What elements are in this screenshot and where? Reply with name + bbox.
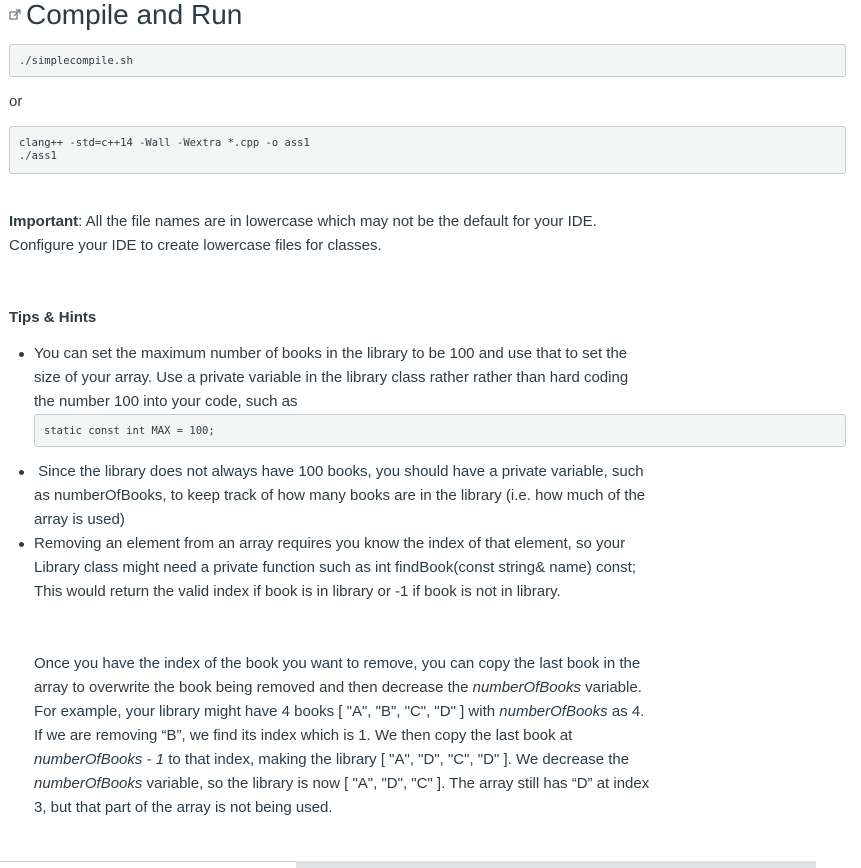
variable-name: numberOfBooks - 1: [34, 751, 165, 768]
bullet-text: You can set the maximum number of books in the library to be 100 and use that to set the size of your array. Use a private variable in the library class rather rather than hard coding the number 100 into your code, such as: [34, 345, 629, 410]
bullet-dot: [19, 542, 24, 547]
variable-name: numberOfBooks: [499, 703, 608, 720]
section-heading: [9, 0, 242, 34]
important-text: : All the file names are in lowercase which may not be the default for your IDE. Configure your IDE to create lowercase files for classes.: [9, 213, 597, 254]
compile-script-code: ./simplecompile.sh: [9, 44, 846, 77]
important-label: Important: [9, 213, 79, 230]
variable-name: numberOfBooks: [472, 679, 581, 696]
bullet-dot: [19, 352, 24, 357]
paragraph-text: Once you have the index of the book you want to remove, you can copy the last book in the array to overwrite the book being removed and then decrease the: [34, 655, 641, 696]
tips-heading: Tips & Hints: [9, 309, 97, 326]
bullet-dot: [19, 470, 24, 475]
page-title: Compile and Run: [26, 0, 243, 30]
paragraph-text: as 4. If we are removing “B”, we find its index which is 1. We then copy the last book at: [34, 703, 645, 744]
variable-name: numberOfBooks: [34, 775, 143, 792]
clang-command-code: clang++ -std=c++14 -Wall -Wextra *.cpp -o ass1 ./ass1: [9, 126, 846, 174]
paragraph-text: variable. For example, your library might have 4 books [ "A", "B", "C", "D" ] with: [34, 679, 642, 720]
remove-paragraph: [34, 652, 654, 820]
important-note: [9, 210, 659, 258]
or-text: or: [9, 93, 23, 110]
external-link-icon[interactable]: [9, 8, 23, 22]
bullet-text: Removing an element from an array requires you know the index of that element, so your Library class might need a private function such as int findBook(const string& name) const; This would return the valid index if book is in library or -1 if book is not in library.: [34, 535, 636, 600]
scrollbar-track: [0, 861, 296, 862]
paragraph-text: variable, so the library is now [ "A", "D", "C" ]. The array still has “D” at index 3, but that part of the array is not being used.: [34, 775, 650, 816]
horizontal-scrollbar-thumb[interactable]: [296, 861, 816, 868]
max-const-code: static const int MAX = 100;: [34, 414, 846, 447]
bullet-text: Since the library does not always have 100 books, you should have a private variable, such as numberOfBooks, to keep track of how many books are in the library (i.e. how much of the array is used): [34, 463, 650, 528]
paragraph-text: to that index, making the library [ "A", "D", "C", "D" ]. We decrease the: [164, 751, 630, 768]
